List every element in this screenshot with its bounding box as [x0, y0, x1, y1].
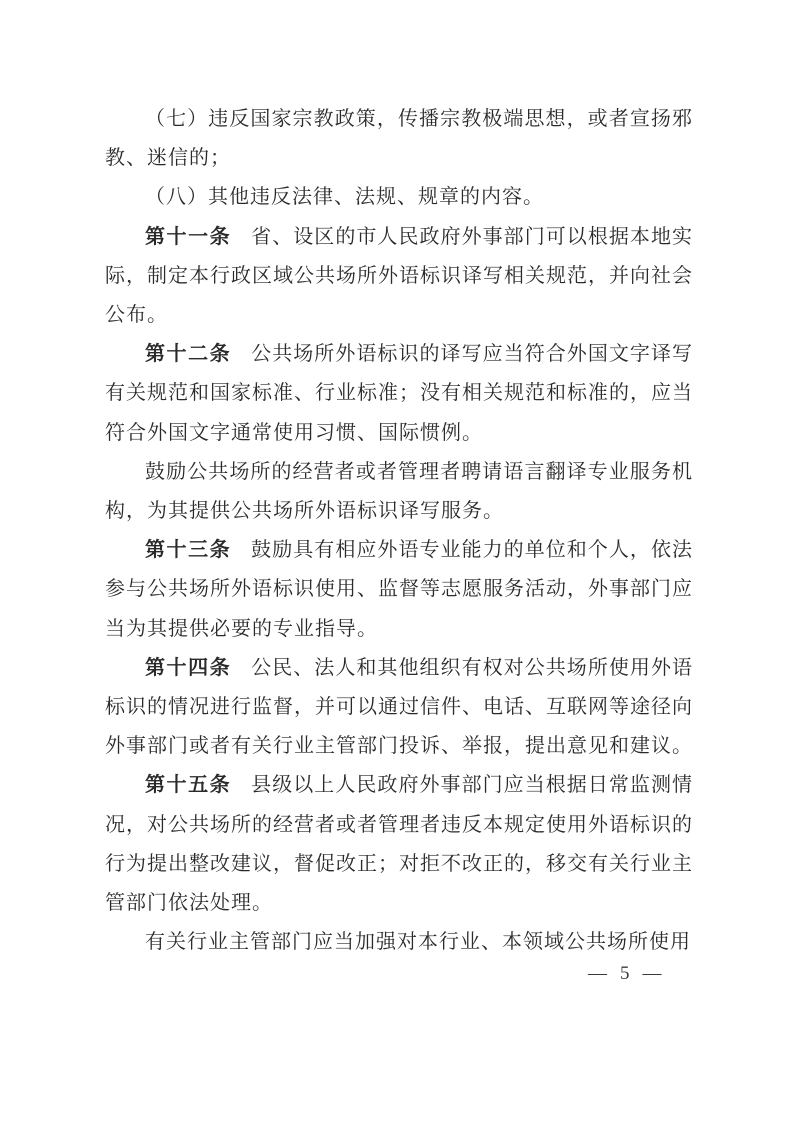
paragraph-article-13	[105, 531, 693, 649]
paragraph-article-15	[105, 766, 693, 923]
paragraph-article-15-cont	[105, 923, 693, 962]
paragraph-text: 鼓励具有相应外语专业能力的单位和个人，依法参与公共场所外语标识使用、监督等志愿服务活动，外事部门应当为其提供必要的专业指导。	[105, 539, 694, 640]
article-number: 第十一条	[145, 225, 232, 248]
paragraph-text: （七）违反国家宗教政策，传播宗教极端思想，或者宣扬邪教、迷信的；	[105, 108, 693, 170]
paragraph-text: 鼓励公共场所的经营者或者管理者聘请语言翻译专业服务机构，为其提供公共场所外语标识译写服务。	[105, 460, 693, 523]
article-number: 第十五条	[145, 774, 232, 797]
paragraph-text: （八）其他违反法律、法规、规章的内容。	[145, 186, 544, 209]
paragraph-article-12-cont	[105, 453, 693, 531]
paragraph-item-7	[105, 100, 693, 178]
document-body	[105, 100, 693, 962]
paragraph-text: 县级以上人民政府外事部门应当根据日常监测情况，对公共场所的经营者或者管理者违反本规定使用外语标识的行为提出整改建议，督促改正；对拒不改正的，移交有关行业主管部门依法处理。	[105, 774, 694, 915]
paragraph-article-12	[105, 335, 693, 453]
article-number: 第十二条	[145, 343, 232, 366]
paragraph-text: 有关行业主管部门应当加强对本行业、本领域公共场所使用	[145, 931, 691, 954]
article-number: 第十四条	[145, 656, 232, 679]
article-number: 第十三条	[145, 539, 232, 562]
paragraph-text: 公民、法人和其他组织有权对公共场所使用外语标识的情况进行监督，并可以通过信件、电话、互联网等途径向外事部门或者有关行业主管部门投诉、举报，提出意见和建议。	[105, 656, 694, 758]
paragraph-article-11	[105, 218, 693, 336]
paragraph-item-8	[105, 178, 693, 217]
page-number-dash-left: —	[588, 963, 607, 984]
page-number	[588, 963, 662, 985]
paragraph-article-14	[105, 649, 693, 767]
paragraph-text: 公共场所外语标识的译写应当符合外国文字译写有关规范和国家标准、行业标准；没有相关规范和标准的，应当符合外国文字通常使用习惯、国际惯例。	[105, 343, 694, 444]
paragraph-text: 省、设区的市人民政府外事部门可以根据本地实际，制定本行政区域公共场所外语标识译写相关规范，并向社会公布。	[105, 225, 694, 327]
page-number-value: 5	[620, 963, 630, 984]
page-number-dash-right: —	[642, 963, 662, 984]
